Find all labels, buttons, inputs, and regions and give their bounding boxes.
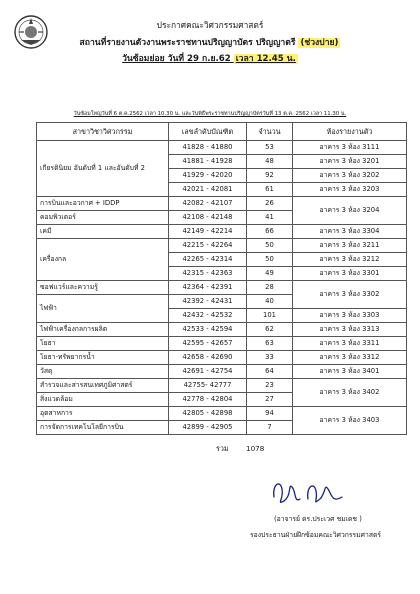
seq-cell: 41828 - 41880 xyxy=(169,141,247,155)
seq-cell: 41881 - 41928 xyxy=(169,155,247,169)
count-cell: 92 xyxy=(247,169,293,183)
room-cell: อาคาร 3 ห้อง 3201 xyxy=(293,155,407,169)
room-cell: อาคาร 3 ห้อง 3111 xyxy=(293,141,407,155)
count-cell: 7 xyxy=(247,421,293,435)
rehearsal-date-text: วันซ้อมย่อย วันที่ 29 ก.ย.62 xyxy=(122,54,234,64)
handwritten-signature xyxy=(262,475,354,509)
signer-position: รองประธานฝ่ายฝึกซ้อมคณะวิศวกรรมศาสตร์ xyxy=(250,531,382,539)
seq-cell: 42021 - 42081 xyxy=(169,183,247,197)
table-row xyxy=(37,337,407,351)
count-cell: 49 xyxy=(247,267,293,281)
seq-cell: 42432 - 42532 xyxy=(169,309,247,323)
column-header-seq: เลขลำดับบัณฑิต xyxy=(169,123,247,141)
announcement-subtitle xyxy=(0,35,420,49)
seq-cell: 42691 - 42754 xyxy=(169,365,247,379)
count-cell: 53 xyxy=(247,141,293,155)
room-cell: อาคาร 3 ห้อง 3204 xyxy=(293,197,407,225)
seq-cell: 42215 - 42264 xyxy=(169,239,247,253)
total-label: รวม xyxy=(216,444,229,453)
rehearsal-date xyxy=(0,51,420,65)
table-header-row xyxy=(37,123,407,141)
seq-cell: 42533 - 42594 xyxy=(169,323,247,337)
major-cell: การบินและอวกาศ + IDDP xyxy=(37,197,169,211)
seq-cell: 42082 - 42107 xyxy=(169,197,247,211)
room-cell: อาคาร 3 ห้อง 3212 xyxy=(293,253,407,267)
room-cell: อาคาร 3 ห้อง 3203 xyxy=(293,183,407,197)
assignment-table xyxy=(36,122,407,435)
seq-cell: 42315 - 42363 xyxy=(169,267,247,281)
seq-cell: 42392 - 42431 xyxy=(169,295,247,309)
major-cell: อุตสาหการ xyxy=(37,407,169,421)
count-cell: 28 xyxy=(247,281,293,295)
column-header-room: ห้องรายงานตัว xyxy=(293,123,407,141)
count-cell: 62 xyxy=(247,323,293,337)
count-cell: 66 xyxy=(247,225,293,239)
announcement-title: ประกาศคณะวิศวกรรมศาสตร์ xyxy=(156,20,264,30)
seq-cell: 42778 - 42804 xyxy=(169,393,247,407)
table-row xyxy=(37,365,407,379)
table-row xyxy=(37,379,407,393)
count-cell: 64 xyxy=(247,365,293,379)
table-row xyxy=(37,351,407,365)
room-cell: อาคาร 3 ห้อง 3403 xyxy=(293,407,407,435)
room-cell: อาคาร 3 ห้อง 3304 xyxy=(293,225,407,239)
table-row xyxy=(37,141,407,155)
room-cell: อาคาร 3 ห้อง 3312 xyxy=(293,351,407,365)
column-header-count: จำนวน xyxy=(247,123,293,141)
room-cell: อาคาร 3 ห้อง 3313 xyxy=(293,323,407,337)
count-cell: 41 xyxy=(247,211,293,225)
major-cell: วัสดุ xyxy=(37,365,169,379)
table-row xyxy=(37,323,407,337)
seq-cell: 42755- 42777 xyxy=(169,379,247,393)
room-cell: อาคาร 3 ห้อง 3211 xyxy=(293,239,407,253)
major-cell: คอมพิวเตอร์ xyxy=(37,211,169,225)
seq-cell: 42595 - 42657 xyxy=(169,337,247,351)
seq-cell: 42265 - 42314 xyxy=(169,253,247,267)
table-row xyxy=(37,225,407,239)
major-cell: เครื่องกล xyxy=(37,239,169,281)
count-cell: 40 xyxy=(247,295,293,309)
major-cell: ซอฟแวร์และความรู้ xyxy=(37,281,169,295)
seq-cell: 42149 - 42214 xyxy=(169,225,247,239)
count-cell: 101 xyxy=(247,309,293,323)
column-header-major: สาขาวิชาวิศวกรรม xyxy=(37,123,169,141)
seq-cell: 42108 - 42148 xyxy=(169,211,247,225)
session-highlight: (ช่วงบ่าย) xyxy=(300,38,339,48)
room-cell: อาคาร 3 ห้อง 3402 xyxy=(293,379,407,407)
count-cell: 33 xyxy=(247,351,293,365)
count-cell: 48 xyxy=(247,155,293,169)
seq-cell: 42805 - 42898 xyxy=(169,407,247,421)
major-cell: เคมี xyxy=(37,225,169,239)
count-cell: 94 xyxy=(247,407,293,421)
room-cell: อาคาร 3 ห้อง 3311 xyxy=(293,337,407,351)
room-cell: อาคาร 3 ห้อง 3301 xyxy=(293,267,407,281)
seq-cell: 41929 - 42020 xyxy=(169,169,247,183)
subtitle-text: สถานที่รายงานตัวงานพระราชทานปริญญาบัตร ปริญญาตรี xyxy=(79,38,299,48)
major-cell: โยธา xyxy=(37,337,169,351)
major-cell: โยธา-ทรัพยากรน้ำ xyxy=(37,351,169,365)
table-row xyxy=(37,407,407,421)
major-cell: ไฟฟ้าเครื่องกลการผลิต xyxy=(37,323,169,337)
seq-cell: 42364 - 42391 xyxy=(169,281,247,295)
major-cell: เกียรตินิยม อันดับที่ 1 และอันดับที่ 2 xyxy=(37,141,169,197)
total-value: 1078 xyxy=(246,444,265,453)
count-cell: 63 xyxy=(247,337,293,351)
room-cell: อาคาร 3 ห้อง 3303 xyxy=(293,309,407,323)
table-row xyxy=(37,239,407,253)
major-cell: สิ่งแวดล้อม xyxy=(37,393,169,407)
room-cell: อาคาร 3 ห้อง 3202 xyxy=(293,169,407,183)
table-row xyxy=(37,281,407,295)
room-cell: อาคาร 3 ห้อง 3302 xyxy=(293,281,407,309)
count-cell: 23 xyxy=(247,379,293,393)
room-cell: อาคาร 3 ห้อง 3401 xyxy=(293,365,407,379)
count-cell: 26 xyxy=(247,197,293,211)
seq-cell: 42899 - 42905 xyxy=(169,421,247,435)
major-cell: สำรวจและสารสนเทศภูมิศาสตร์ xyxy=(37,379,169,393)
table-row xyxy=(37,197,407,211)
major-cell: ไฟฟ้า xyxy=(37,295,169,323)
major-cell: การจัดการเทคโนโลยีการบิน xyxy=(37,421,169,435)
count-cell: 50 xyxy=(247,253,293,267)
seq-cell: 42658 - 42690 xyxy=(169,351,247,365)
signer-name: (อาจารย์ ดร.ประเวศ ชมเดช ) xyxy=(274,515,362,523)
rehearsal-time-highlight: เวลา 12.45 น. xyxy=(235,54,296,64)
count-cell: 50 xyxy=(247,239,293,253)
count-cell: 61 xyxy=(247,183,293,197)
count-cell: 27 xyxy=(247,393,293,407)
schedule-note: วันซ้อมใหญ่วันที่ 6 ต.ค.2562 เวลา 10.30 น. และวันพิธีพระราชทานปริญญาบัตรวันที่ 13 ต.ค. 2562 เวลา 11.30 น. xyxy=(73,111,347,117)
